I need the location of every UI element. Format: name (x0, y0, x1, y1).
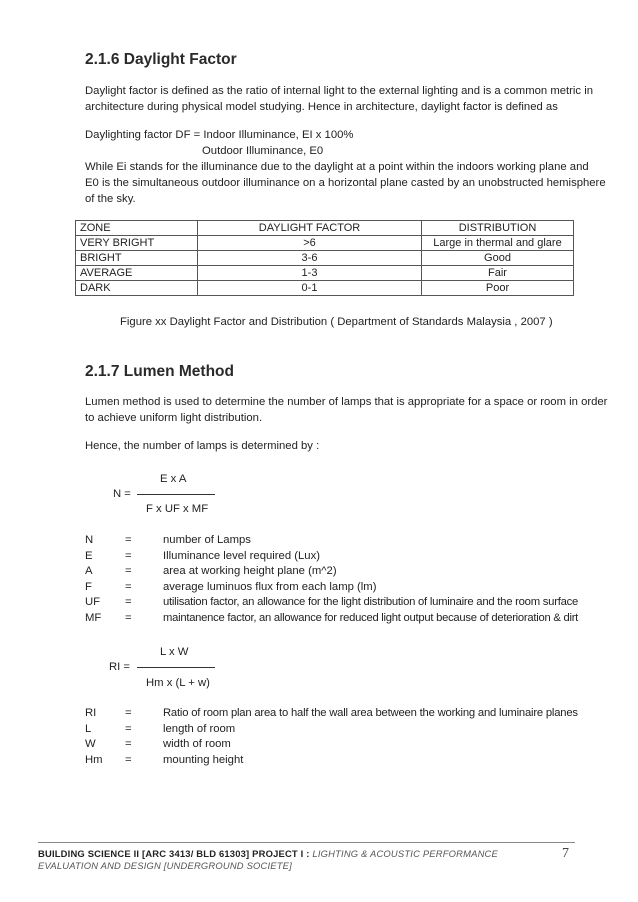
hence-text: Hence, the number of lamps is determined by : (85, 440, 320, 452)
definition-symbol: UF (85, 596, 101, 608)
daylight-intro-paragraph (85, 83, 593, 115)
table-cell: Fair (422, 266, 574, 281)
table-cell: Large in thermal and glare (422, 236, 574, 251)
table-row (76, 251, 574, 266)
table-row (76, 266, 574, 281)
table-header-cell: DISTRIBUTION (422, 221, 574, 236)
section-heading-daylight-factor: 2.1.6 Daylight Factor (85, 51, 237, 68)
paragraph-line: E0 is the simultaneous outdoor illuminance on a horizontal plane casted by an unobstructed hemisphere (85, 177, 606, 189)
table-cell: AVERAGE (76, 266, 198, 281)
table-cell: Poor (422, 281, 574, 296)
formula-ri-numerator: L x W (160, 646, 189, 658)
definition-equals: = (125, 722, 132, 735)
table-cell: VERY BRIGHT (76, 236, 198, 251)
table-header-cell: DAYLIGHT FACTOR (198, 221, 422, 236)
daylight-factor-table (75, 220, 574, 296)
definition-symbol: A (85, 565, 93, 577)
definition-equals: = (125, 707, 132, 719)
definition-description: utilisation factor, an allowance for the light distribution of luminaire and the room surface (163, 596, 579, 608)
definition-equals: = (125, 565, 132, 577)
definition-description: maintanence factor, an allowance for reduced light output because of deterioration & dirt (163, 611, 579, 624)
definition-equals: = (125, 596, 132, 608)
formula-n-lhs: N = (113, 488, 131, 500)
definition-symbol: F (85, 580, 92, 593)
formula-ri-denominator: Hm x (L + w) (146, 677, 210, 689)
definition-description: Ratio of room plan area to half the wall area between the working and luminaire planes (163, 707, 578, 719)
paragraph-line: Lumen method is used to determine the number of lamps that is appropriate for a space or room in order (85, 396, 608, 408)
definition-description: mounting height (163, 753, 244, 766)
definition-symbol: E (85, 549, 93, 562)
footer-divider (38, 842, 575, 843)
table-cell: DARK (76, 281, 198, 296)
definition-description: area at working height plane (m^2) (163, 565, 337, 577)
definition-symbol: MF (85, 611, 102, 624)
table-cell: >6 (198, 236, 422, 251)
table-row (76, 236, 574, 251)
table-cell: 1-3 (198, 266, 422, 281)
footer-course-title: BUILDING SCIENCE II [ARC 3413/ BLD 61303] PROJECT I : (38, 848, 310, 859)
table-cell: 3-6 (198, 251, 422, 266)
definition-description: length of room (163, 722, 236, 735)
fraction-bar (137, 667, 215, 668)
definition-equals: = (125, 549, 132, 562)
definition-symbol: L (85, 722, 92, 735)
table-cell: 0-1 (198, 281, 422, 296)
definition-description: number of Lamps (163, 534, 251, 546)
daylight-explanation-paragraph (85, 159, 606, 207)
fraction-bar (137, 494, 215, 495)
paragraph-line: to achieve uniform light distribution. (85, 412, 263, 424)
table-caption: Figure xx Daylight Factor and Distribution ( Department of Standards Malaysia , 2007 ) (120, 316, 553, 328)
definition-description: average luminuos flux from each lamp (lm) (163, 580, 377, 593)
table-row (76, 281, 574, 296)
paragraph-line: architecture during physical model studying. Hence in architecture, daylight factor is defined as (85, 101, 558, 113)
definition-symbol: Hm (85, 753, 103, 766)
definition-equals: = (125, 611, 132, 624)
formula-n-denominator: F x UF x MF (146, 503, 209, 515)
definition-symbol: W (85, 738, 96, 750)
lumen-intro-paragraph (85, 394, 608, 426)
section-heading-lumen-method: 2.1.7 Lumen Method (85, 363, 234, 380)
paragraph-line: Daylight factor is defined as the ratio of internal light to the external lighting and is a common metric in (85, 85, 593, 97)
paragraph-line: While Ei stands for the illuminance due to the daylight at a point within the indoors working plane and (85, 161, 589, 173)
definition-equals: = (125, 534, 132, 546)
table-cell: BRIGHT (76, 251, 198, 266)
definition-description: width of room (163, 738, 231, 750)
footer-project-title: LIGHTING & ACOUSTIC PERFORMANCE EVALUATION AND DESIGN [UNDERGROUND SOCIETE] (38, 848, 498, 871)
definition-symbol: N (85, 534, 94, 546)
definition-symbol: RI (85, 707, 97, 719)
definition-equals: = (125, 738, 132, 750)
table-cell: Good (422, 251, 574, 266)
definition-equals: = (125, 753, 132, 766)
df-formula-line2: Outdoor Illuminance, E0 (202, 145, 324, 157)
df-formula-line1: Daylighting factor DF = Indoor Illuminance, EI x 100% (85, 129, 354, 141)
table-header-row (76, 221, 574, 236)
definition-equals: = (125, 580, 132, 593)
paragraph-line: of the sky. (85, 193, 136, 205)
page-footer (38, 848, 548, 872)
formula-ri-lhs: RI = (109, 661, 131, 673)
formula-n-numerator: E x A (160, 473, 187, 485)
page-number: 7 (562, 846, 569, 861)
definition-description: Illuminance level required (Lux) (163, 549, 320, 562)
table-header-cell: ZONE (76, 221, 198, 236)
